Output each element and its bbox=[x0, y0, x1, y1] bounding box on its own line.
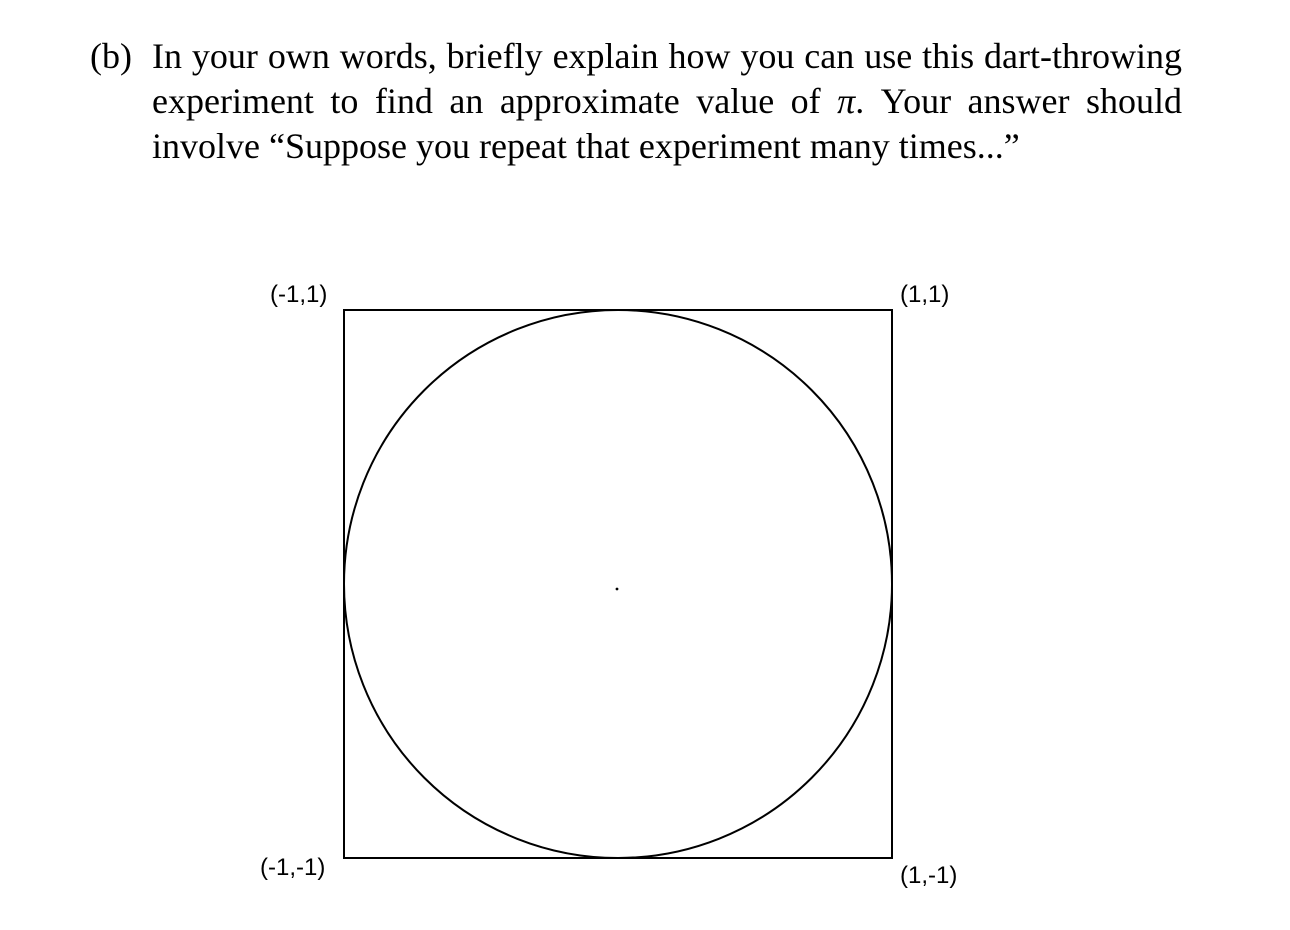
problem-text-part-1: In your own words, briefly explain how you can use this dart-throwing experiment to find an approximate value of bbox=[152, 36, 1182, 121]
pi-symbol: π bbox=[837, 81, 856, 121]
corner-label-top-left: (-1,1) bbox=[270, 281, 328, 308]
inscribed-circle bbox=[344, 310, 892, 858]
problem-label: (b) bbox=[90, 36, 132, 76]
corner-label-bottom-left: (-1,-1) bbox=[260, 854, 326, 881]
center-dot bbox=[616, 588, 619, 591]
square-outline bbox=[344, 310, 892, 858]
corner-label-top-right: (1,1) bbox=[900, 281, 950, 308]
corner-label-bottom-right: (1,-1) bbox=[900, 862, 958, 889]
problem-text-part-2: . Your answer should involve “Suppose you repeat that experiment many times...” bbox=[152, 81, 1182, 166]
